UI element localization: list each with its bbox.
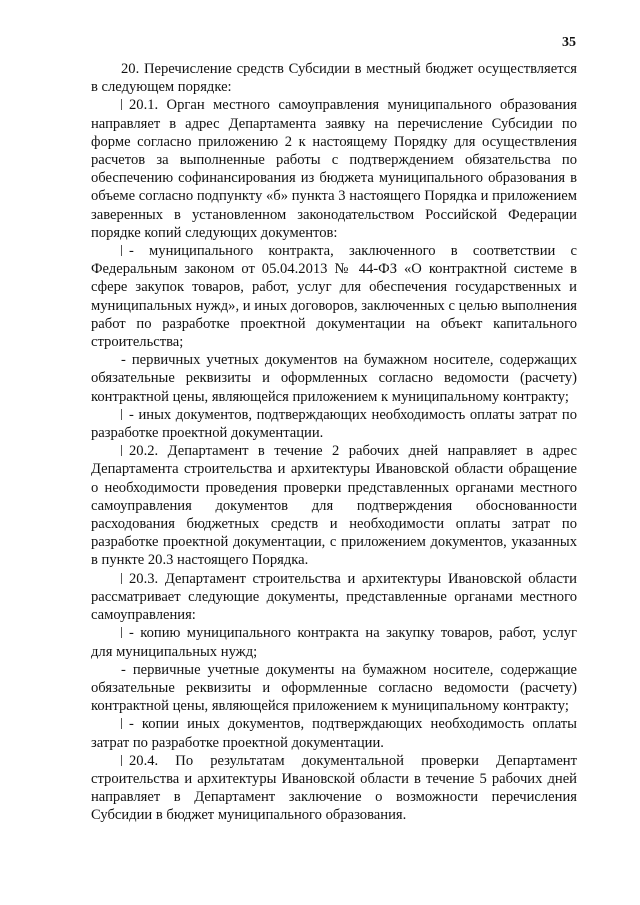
- margin-mark: [121, 445, 122, 456]
- page-number: 35: [562, 35, 576, 50]
- paragraph-20-4: [91, 752, 577, 825]
- list-item-text: - копии иных документов, подтверждающих необходимость оплаты затрат по разработке проектной документации.: [91, 716, 577, 751]
- margin-mark: [121, 245, 122, 256]
- margin-mark: [121, 409, 122, 420]
- paragraph-20: 20. Перечисление средств Субсидии в местный бюджет осуществляется в следующем порядке:: [91, 61, 577, 96]
- document-body: [91, 60, 577, 825]
- list-item: - первичные учетные документы на бумажном носителе, содержащие обязательные реквизиты и оформленные согласно ведомости (расчету) контрактной цены, являющейся приложением к муниципальному контракту;: [91, 661, 577, 715]
- margin-mark: [121, 627, 122, 638]
- paragraph-20-1: [91, 96, 577, 242]
- list-item: - первичных учетных документов на бумажном носителе, содержащих обязательные реквизиты и оформленных согласно ведомости (расчету) контрактной цены, являющейся приложением к муниципальному контракту;: [91, 352, 577, 405]
- margin-mark: [121, 755, 122, 766]
- list-item-text: - копию муниципального контракта на закупку товаров, работ, услуг для муниципальных нужд;: [91, 625, 577, 660]
- margin-mark: [121, 718, 122, 729]
- list-item: [91, 406, 577, 442]
- margin-mark: [121, 573, 122, 584]
- paragraph-20-1-text: 20.1. Орган местного самоуправления муниципального образования направляет в адрес Департамента заявку на перечисление Субсидии по форме согласно приложению 2 к настоящему Порядку для осуществления расчетов за выполненные работы с подтверждением обязательства по обеспечению софинансирования из бюджета муниципального образования в объеме согласно подпункту «б» пункта 3 настоящего Порядка и приложением заверенных в установленном законодательством Российской Федерации порядке копий следующих документов:: [91, 97, 577, 241]
- margin-mark: [121, 99, 122, 110]
- paragraph-20-2-text: 20.2. Департамент в течение 2 рабочих дней направляет в адрес Департамента строительства и архитектуры Ивановской области обращение о необходимости проведения проверки представленных органами местного самоуправления документов для подтверждения обоснованности расходования бюджетных средств и необходимости оплаты затрат по разработке проектной документации, с приложением документов, указанных в пункте 20.3 настоящего Порядка.: [91, 443, 577, 569]
- list-item: [91, 624, 577, 660]
- list-item-text: - иных документов, подтверждающих необходимость оплаты затрат по разработке проектной документации.: [91, 406, 577, 442]
- list-item-text: - муниципального контракта, заключенного в соответствии с Федеральным законом от 05.04.2013 № 44-ФЗ «О контрактной системе в сфере закупок товаров, работ, услуг для обеспечения государственных и муниципальных нужд», и иных договоров, заключенных с целью выполнения работ по разработке проектной документации на объект капитального строительства;: [91, 243, 577, 351]
- list-item: [91, 242, 577, 351]
- paragraph-20-2: [91, 442, 577, 569]
- list-item: [91, 715, 577, 751]
- paragraph-20-3-text: 20.3. Департамент строительства и архитектуры Ивановской области рассматривает следующие документы, представленные органами местного самоуправления:: [91, 570, 577, 624]
- paragraph-20-4-text: 20.4. По результатам документальной проверки Департамент строительства и архитектуры Ивановской области в течение 5 рабочих дней направляет в Департамент заключение о возможности перечисления Субсидии в бюджет муниципального образования.: [91, 752, 577, 824]
- paragraph-20-3: [91, 570, 577, 625]
